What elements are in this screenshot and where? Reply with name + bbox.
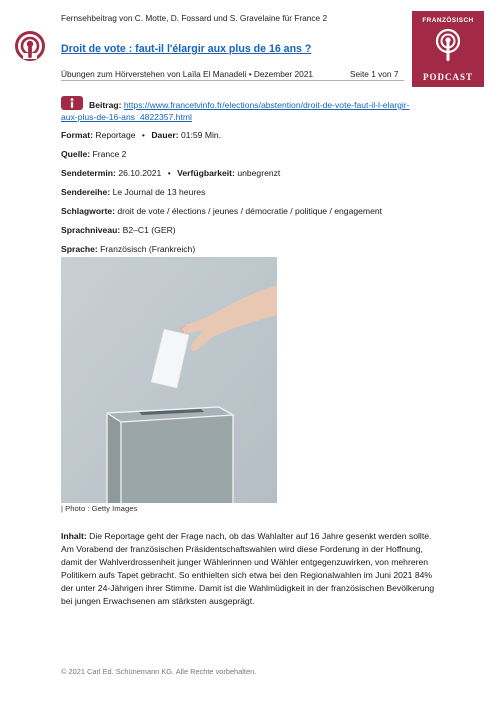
podcast-logo-icon [435, 28, 461, 64]
sendetermin-value: 26.10.2021 [118, 168, 162, 178]
sprachniveau-label: Sprachniveau: [61, 225, 121, 235]
sprache-value: Französisch (Frankreich) [100, 244, 196, 254]
dauer-label: Dauer: [151, 130, 179, 140]
quelle-value: France 2 [92, 149, 127, 159]
sprachniveau-value: B2–C1 (GER) [122, 225, 176, 235]
format-value: Reportage [95, 130, 136, 140]
logo-bottom-text: PODCAST [422, 72, 473, 82]
bullet-separator: • [141, 130, 145, 140]
info-icon [61, 96, 83, 110]
format-label: Format: [61, 130, 93, 140]
sendetermin-row [61, 168, 280, 178]
sendetermin-label: Sendetermin: [61, 168, 116, 178]
beitrag-link-continued[interactable]: aux-plus-de-16-ans_4822357.html [61, 112, 192, 122]
verfuegbarkeit-label: Verfügbarkeit: [177, 168, 235, 178]
schlagworte-row [61, 206, 382, 216]
page-number: Seite 1 von 7 [350, 69, 399, 79]
inhalt-label: Inhalt: [61, 531, 87, 541]
verfuegbarkeit-value: unbegrenzt [237, 168, 281, 178]
sprache-row [61, 244, 195, 254]
quelle-row [61, 149, 126, 159]
ballot-box-photo [61, 257, 277, 503]
sendereihe-row [61, 187, 205, 197]
page-header [0, 0, 500, 82]
podcast-icon [14, 30, 46, 62]
beitrag-row [89, 100, 410, 110]
sendereihe-value: Le Journal de 13 heures [112, 187, 206, 197]
format-row [61, 130, 221, 140]
photo-caption: | Photo : Getty Images [61, 504, 138, 513]
beitrag-link[interactable]: https://www.francetvinfo.fr/elections/abstention/droit-de-vote-faut-il-l-elargir- [123, 100, 410, 110]
sendereihe-label: Sendereihe: [61, 187, 111, 197]
header-divider [61, 80, 404, 81]
quelle-label: Quelle: [61, 149, 91, 159]
sprache-label: Sprache: [61, 244, 98, 254]
credits-line: Fernsehbeitrag von C. Motte, D. Fossard und S. Gravelaine für France 2 [61, 13, 328, 23]
document-title-link[interactable]: Droit de vote : faut-il l'élargir aux plus de 16 ans ? [61, 43, 312, 55]
copyright-footer: © 2021 Carl Ed. Schünemann KG. Alle Rechte vorbehalten. [61, 667, 257, 676]
schlagworte-label: Schlagworte: [61, 206, 115, 216]
franzoesisch-podcast-logo [412, 11, 484, 87]
dauer-value: 01:59 Min. [180, 130, 222, 140]
bullet-separator: • [167, 168, 171, 178]
subtitle-line: Übungen zum Hörverstehen von Laïla El Manadeli • Dezember 2021 [61, 69, 313, 79]
inhalt-text: Die Reportage geht der Frage nach, ob das Wahlalter auf 16 Jahre gesenkt werden sollte. Am Vorabend der französischen Präsidentschaftswahlen wird diese Forderung in der Hoffnung, damit der Wahlverdrossenheit junger Wählerinnen und Wähler entgegenzuwirken, von mehreren Politikern aufs Tapet gebracht. So enthielten sich etwa bei den Regionalwahlen im Juni 2021 84% der unter 24-Jährigen ihrer Stimme. Damit ist die Wahlmüdigkeit in der französischen Bevölkerung bei jungen Erwachsenen am stärksten ausgeprägt. [61, 531, 435, 607]
inhalt-paragraph [61, 530, 443, 609]
logo-top-text: FRANZÖSISCH [422, 17, 474, 24]
sprachniveau-row [61, 225, 176, 235]
beitrag-row-continued [61, 112, 192, 122]
beitrag-label: Beitrag: [89, 100, 122, 110]
schlagworte-value: droit de vote / élections / jeunes / démocratie / politique / engagement [117, 206, 383, 216]
